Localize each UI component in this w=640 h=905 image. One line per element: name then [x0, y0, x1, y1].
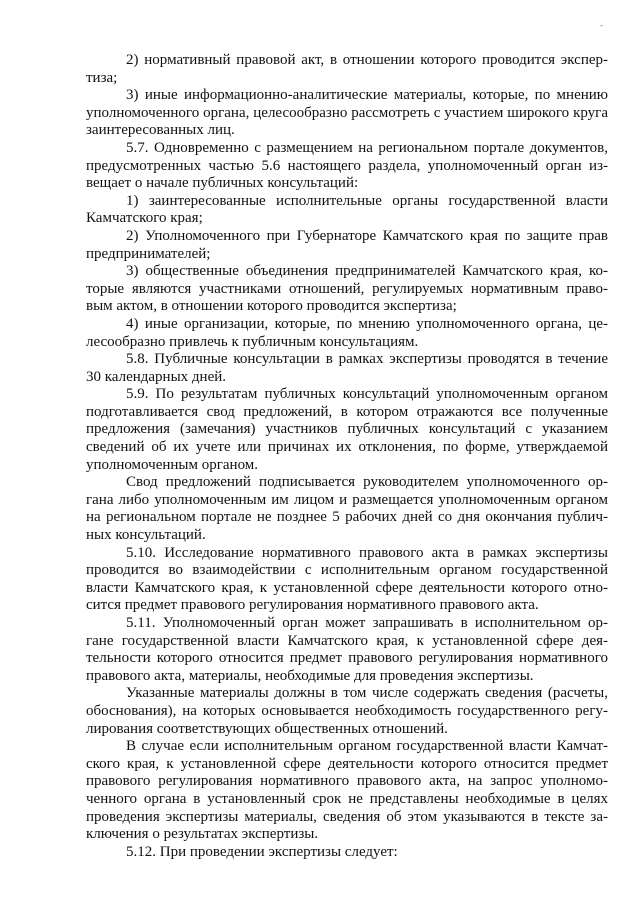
- paragraph-5-9-summary: Свод предложений подписывается руководителем уполномоченного ор-гана либо уполномоченным им лицом и размещается уполномоченным органом на региональном портале не позднее 5 рабочих дней со дня окончания публич-ных консультаций.: [86, 474, 608, 544]
- paragraph-5-10: 5.10. Исследование нормативного правового акта в рамках экспертизы проводится во взаимодействии с исполнительным органом государственной власти Камчатского края, к установленной сфере деятельности которого отно-сится предмет правового регулирования нормативного правового акта.: [86, 544, 608, 614]
- paragraph-5-7-item-3: 3) общественные объединения предпринимателей Камчатского края, ко-торые являются участниками отношений, регулируемых нормативным право-вым актом, в отношении которого проводится экспертиза;: [86, 263, 608, 315]
- paragraph-item-2: 2) нормативный правовой акт, в отношении которого проводится экспер-тиза;: [86, 52, 608, 86]
- paragraph-5-11-materials: Указанные материалы должны в том числе содержать сведения (расчеты, обоснования), на которых основывается необходимость государственного регу-лирования соответствующих общественных отношений.: [86, 685, 608, 737]
- paragraph-5-7-item-4: 4) иные организации, которые, по мнению уполномоченного органа, це-лесообразно привлечь к публичным консультациям.: [86, 315, 608, 350]
- paragraph-5-8: 5.8. Публичные консультации в рамках экспертизы проводятся в течение 30 календарных дней.: [86, 351, 608, 385]
- corner-mark: -: [600, 20, 603, 30]
- paragraph-5-9: 5.9. По результатам публичных консультаций уполномоченным органом подготавливается свод предложений, в котором отражаются все полученные предложения (замечания) участников публичных консультаций с указанием сведений об их учете или причинах их отклонения, по форме, утверждаемой уполномоченным органом.: [86, 386, 608, 473]
- paragraph-5-12: 5.12. При проведении экспертизы следует:: [126, 843, 398, 860]
- paragraph-5-11-case: В случае если исполнительным органом государственной власти Камчат-ского края, к установленной сфере деятельности которого относится предмет правового регулирования нормативного правового акта, на запрос уполномо-ченного органа в установленный срок не представлены необходимые в целях проведения экспертизы материалы, сведения об этом указываются в тексте за-ключения о результатах экспертизы.: [86, 738, 608, 843]
- paragraph-5-7: 5.7. Одновременно с размещением на региональном портале документов, предусмотренных частью 5.6 настоящего раздела, уполномоченный орган из-вещает о начале публичных консультаций:: [86, 139, 608, 192]
- paragraph-5-11: 5.11. Уполномоченный орган может запрашивать в исполнительном ор-гане государственной власти Камчатского края, к установленной сфере дея-тельности которого относится предмет правового регулирования нормативного правового акта, материалы, необходимые для проведения экспертизы.: [86, 615, 608, 684]
- document-body: [86, 52, 608, 861]
- paragraph-5-7-item-1: 1) заинтересованные исполнительные органы государственной власти Камчатского края;: [86, 192, 608, 227]
- paragraph-item-3: 3) иные информационно-аналитические материалы, которые, по мнению уполномоченного органа, целесообразно рассмотреть с участием широкого круга заинтересованных лиц.: [86, 87, 608, 139]
- paragraph-5-7-item-2: 2) Уполномоченного при Губернаторе Камчатского края по защите прав предпринимателей;: [86, 227, 608, 262]
